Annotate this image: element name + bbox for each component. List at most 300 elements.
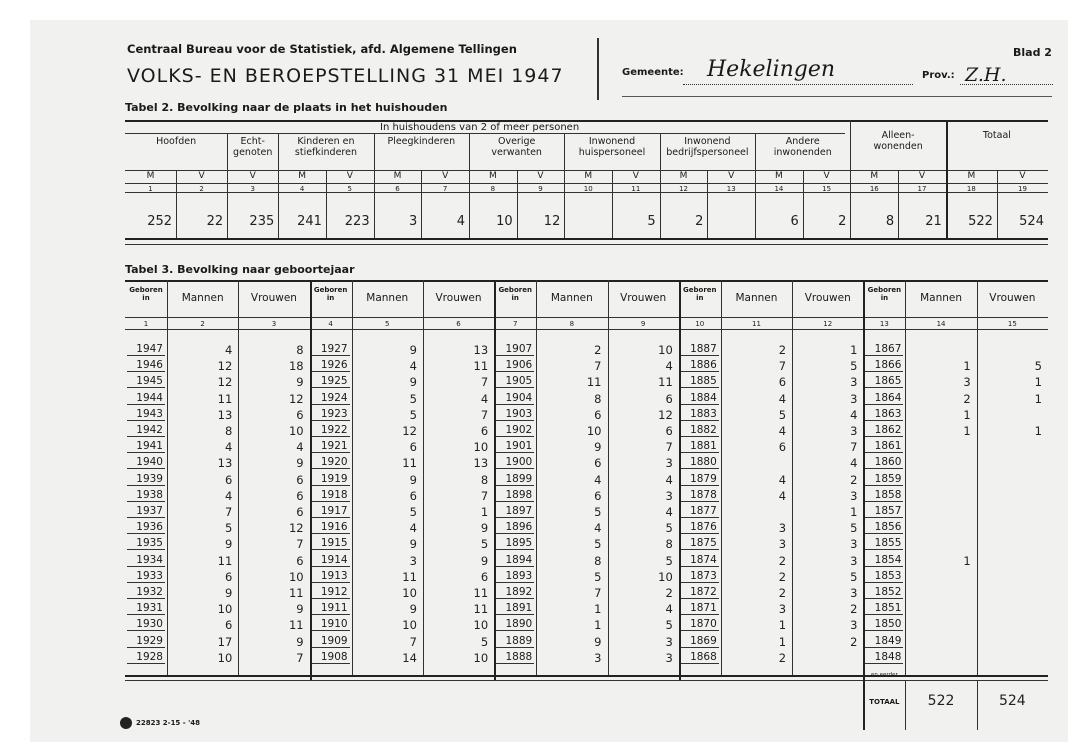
- tabel3-mannen-value: 9: [224, 537, 233, 552]
- tabel2-sex-header: V: [632, 171, 639, 181]
- tabel3-year-underline: [312, 501, 350, 502]
- tabel2-value: 223: [344, 214, 370, 229]
- tabel2-group-header: Echt- genoten: [233, 136, 273, 158]
- tabel3-vrouwen-value: 1: [850, 343, 858, 357]
- tabel3-year-underline: [127, 630, 165, 631]
- tabel3-year-underline: [312, 436, 350, 437]
- tabel2-col-number: 19: [1017, 185, 1027, 193]
- tabel3-year: 1880: [690, 456, 717, 469]
- tabel3-mannen-value: 17: [217, 634, 233, 649]
- tabel3-mannen-value: 9: [409, 375, 417, 390]
- tabel3-year-underline: [681, 436, 719, 437]
- tabel2-value: 5: [647, 214, 656, 229]
- tabel3-year: 1929: [136, 634, 163, 647]
- tabel3-mannen-value: 6: [224, 618, 233, 633]
- tabel3-year-underline: [865, 420, 903, 421]
- tabel3-mannen-value: 10: [402, 586, 417, 600]
- tabel2-value: 10: [496, 214, 513, 229]
- tabel3-vrouwen-value: 1: [1034, 375, 1042, 390]
- tabel3-vrouwen-value: 13: [473, 456, 489, 471]
- tabel3-vrouwen-value: 9: [296, 456, 304, 471]
- tabel2-sex-header: V: [346, 171, 353, 181]
- tabel2-sex-header: V: [918, 171, 926, 181]
- tabel3-year-underline: [127, 420, 165, 421]
- tabel3-mannen-value: 9: [224, 586, 233, 600]
- tabel3-year-underline: [312, 468, 350, 469]
- tabel3-year: 1924: [320, 391, 348, 404]
- tabel3-mannen-value: 9: [594, 440, 602, 455]
- tabel2-col-number: 7: [442, 185, 448, 193]
- tabel3-vrouwen-value: 3: [665, 650, 673, 665]
- tabel3-year: 1913: [320, 569, 348, 582]
- tabel3-col-number: 12: [823, 320, 833, 328]
- tabel3-mannen-value: 2: [963, 391, 971, 406]
- tabel2-title: Tabel 2. Bevolking naar de plaats in het huishouden: [125, 101, 448, 114]
- tabel3-mannen-value: 11: [402, 456, 417, 471]
- tabel3-vrouwen-value: 10: [473, 650, 489, 665]
- tabel3-mannen-value: 7: [594, 586, 602, 600]
- tabel3-year: 1900: [505, 456, 533, 469]
- tabel2-col-number: 17: [917, 185, 927, 193]
- tabel2-sex-header: M: [298, 171, 306, 181]
- tabel3-vrouwen-value: 10: [288, 424, 304, 438]
- tabel2-value: 6: [790, 214, 799, 229]
- tabel3-geboren-header: Geboren in: [313, 286, 348, 302]
- tabel2-group-header: Pleegkinderen: [387, 136, 456, 147]
- tabel3-vrouwen-value: 6: [296, 472, 304, 487]
- tabel3-title: Tabel 3. Bevolking naar geboortejaar: [125, 263, 355, 276]
- tabel3-mannen-value: 10: [217, 650, 233, 665]
- gemeente-value: Hekelingen: [707, 57, 836, 82]
- tabel3-mannen-value: 4: [409, 359, 417, 374]
- tabel3-year-underline: [681, 452, 719, 453]
- tabel3-year: 1896: [505, 521, 533, 534]
- tabel3-mannen-value: 6: [594, 407, 602, 422]
- tabel3-rows-end-rule: [125, 675, 1048, 677]
- tabel2-value: 235: [249, 214, 275, 229]
- tabel3-vrouwen-value: 6: [665, 391, 673, 406]
- tabel3-vrouwen-value: 10: [473, 618, 489, 633]
- tabel3-year: 1851: [874, 602, 902, 615]
- tabel3-vrouwen-value: 1: [850, 505, 858, 519]
- tabel2-value: 12: [543, 214, 561, 229]
- tabel2-sex-header: V: [442, 171, 449, 181]
- tabel3-year: 1859: [874, 472, 902, 485]
- tabel3-vrouwen-value: 10: [658, 569, 673, 584]
- tabel3-mannen-value: 7: [594, 359, 602, 374]
- tabel3-vrouwen-value: 6: [296, 505, 304, 519]
- tabel3-mannen-header: Mannen: [181, 292, 224, 304]
- tabel3-mannen-value: 3: [594, 650, 602, 665]
- tabel3-year: 1908: [320, 650, 348, 663]
- tabel3-year-underline: [681, 404, 719, 405]
- tabel3-mannen-value: 5: [594, 537, 602, 552]
- tabel3-mannen-value: 9: [409, 343, 417, 357]
- tabel3-year: 1865: [874, 375, 902, 388]
- tabel3-mannen-value: 12: [217, 359, 233, 374]
- tabel3-col-number: 8: [569, 320, 575, 328]
- tabel3-vrouwen-value: 5: [850, 359, 858, 374]
- tabel3-year-underline: [312, 517, 350, 518]
- tabel3-year: 1884: [690, 391, 717, 404]
- tabel3-vrouwen-value: 4: [665, 602, 673, 617]
- tabel3-year-underline: [127, 371, 165, 372]
- tabel3-mannen-value: 6: [409, 488, 417, 503]
- tabel3-year-underline: [496, 647, 534, 648]
- tabel3-year-underline: [312, 420, 350, 421]
- tabel3-col-number: 13: [879, 320, 889, 328]
- tabel3-year-underline: [127, 485, 165, 486]
- tabel3-vrouwen-value: 9: [296, 634, 304, 649]
- tabel3-mannen-value: 5: [409, 407, 417, 422]
- tabel3-mannen-value: 13: [217, 407, 233, 422]
- tabel3-mannen-value: 12: [402, 424, 417, 438]
- tabel3-col-number: 10: [695, 320, 705, 328]
- tabel3-col-number: 7: [512, 320, 518, 328]
- tabel3-col-number: 11: [751, 320, 761, 328]
- tabel3-vrouwen-value: 9: [480, 553, 489, 568]
- tabel3-vrouwen-value: 11: [288, 586, 304, 600]
- tabel3-year-underline: [127, 452, 165, 453]
- tabel3-vrouwen-value: 11: [658, 375, 673, 390]
- tabel3-year: 1921: [320, 440, 348, 453]
- tabel3-year: 1906: [505, 359, 533, 372]
- tabel3-vrouwen-value: 5: [665, 553, 673, 568]
- tabel3-vrouwen-value: 1: [480, 505, 489, 519]
- tabel3-vrouwen-value: 4: [850, 407, 858, 422]
- tabel3-year-underline: [681, 598, 719, 599]
- tabel3-vrouwen-value: 12: [288, 391, 304, 406]
- sheet-number: Blad 2: [1013, 46, 1052, 59]
- tabel2-col-number: 3: [250, 185, 255, 193]
- tabel3-year-underline: [312, 598, 350, 599]
- tabel3-year: 1922: [320, 424, 348, 436]
- tabel3-mannen-value: 2: [778, 343, 787, 357]
- tabel3-year-underline: [496, 501, 534, 502]
- tabel3-mannen-value: 8: [224, 424, 233, 438]
- tabel3-vrouwen-value: 6: [296, 407, 304, 422]
- tabel3-year: 1895: [505, 537, 533, 550]
- tabel3-year: 1858: [874, 488, 902, 501]
- tabel2-sex-header: M: [393, 171, 402, 181]
- tabel2-bottom-rule-2: [125, 244, 1048, 245]
- tabel3-year: 1888: [505, 650, 533, 663]
- tabel3-vrouwen-value: 3: [850, 488, 858, 503]
- tabel2-col-number: 11: [631, 185, 641, 193]
- tabel3-year: 1862: [874, 424, 902, 436]
- prov-label: Prov.:: [922, 70, 955, 81]
- tabel3-vrouwen-value: 4: [296, 440, 304, 455]
- tabel3-year: 1933: [136, 569, 163, 582]
- tabel3-year-underline: [312, 614, 350, 615]
- tabel3-vrouwen-value: 12: [288, 521, 304, 536]
- tabel3-mannen-value: 7: [409, 634, 417, 649]
- tabel2-value: 21: [925, 214, 942, 229]
- tabel3-year: 1940: [136, 456, 163, 469]
- tabel3-year-underline: [496, 436, 534, 437]
- tabel3-year: 1898: [505, 488, 533, 501]
- tabel3-mannen-value: 11: [217, 553, 233, 568]
- tabel3-mannen-value: 4: [778, 391, 787, 406]
- tabel2-value: 241: [297, 214, 322, 229]
- tabel3-mannen-value: 9: [594, 634, 602, 649]
- tabel3-year: 1886: [690, 359, 717, 372]
- tabel3-mannen-value: 1: [594, 602, 602, 617]
- tabel3-year-underline: [496, 371, 534, 372]
- tabel3-mannen-header: Mannen: [366, 292, 409, 304]
- tabel3-year: 1914: [320, 553, 348, 566]
- tabel3-year-underline: [681, 387, 719, 388]
- tabel3-vrouwen-value: 10: [288, 569, 304, 584]
- tabel2-col-number: 16: [869, 185, 879, 193]
- tabel3-year: 1911: [320, 602, 348, 615]
- tabel3-year-underline: [865, 355, 903, 356]
- tabel3-year-underline: [127, 549, 165, 550]
- tabel2-group-header: Totaal: [982, 130, 1011, 141]
- tabel3-year-underline: [496, 533, 534, 534]
- tabel3-vrouwen-value: 6: [480, 424, 489, 438]
- tabel3-year-underline: [496, 663, 534, 664]
- tabel3-year-underline: [127, 387, 165, 388]
- tabel3-year: 1897: [505, 505, 533, 517]
- tabel3-year: 1857: [874, 505, 902, 517]
- tabel3-year-underline: [681, 501, 719, 502]
- tabel3-vrouwen-value: 2: [850, 634, 858, 649]
- tabel3-vrouwen-value: 7: [480, 375, 489, 390]
- tabel3-year-underline: [865, 630, 903, 631]
- tabel3-vrouwen-value: 13: [473, 343, 489, 357]
- tabel3-year-underline: [681, 533, 719, 534]
- tabel3-year: 1852: [874, 586, 902, 598]
- tabel3-mannen-value: 10: [217, 602, 233, 617]
- totaal-vrouwen: 524: [998, 693, 1026, 709]
- tabel3-vrouwen-value: 7: [296, 650, 304, 665]
- tabel2-sex-header: M: [967, 171, 976, 181]
- tabel3-year-underline: [496, 420, 534, 421]
- tabel3-year-underline: [865, 436, 903, 437]
- header-divider: [597, 38, 599, 100]
- tabel2-col-number: 12: [679, 185, 689, 193]
- tabel3-year-underline: [312, 566, 350, 567]
- tabel3-year: 1923: [320, 407, 348, 420]
- tabel3-year-underline: [865, 598, 903, 599]
- tabel3-year: 1864: [874, 391, 902, 404]
- tabel3-mannen-value: 4: [224, 343, 233, 357]
- tabel3-mannen-header: Mannen: [735, 292, 778, 304]
- tabel3-year: 1868: [690, 650, 717, 663]
- tabel3-year-underline: [127, 598, 165, 599]
- tabel3-geboren-header: Geboren in: [129, 286, 163, 302]
- tabel3-year: 1905: [505, 375, 533, 388]
- tabel3-col-number: 6: [456, 320, 461, 328]
- tabel2-value: 8: [885, 214, 895, 229]
- tabel3-year-underline: [496, 549, 534, 550]
- tabel2-col-number: 15: [822, 185, 832, 193]
- tabel3-mannen-value: 3: [778, 537, 787, 552]
- tabel2-value: 4: [456, 214, 465, 229]
- tabel3-mannen-value: 6: [594, 456, 602, 471]
- tabel3-year: 1882: [690, 424, 717, 436]
- tabel3-year-underline: [127, 517, 165, 518]
- tabel3-mannen-header: Mannen: [550, 292, 593, 304]
- tabel3-geboren-header: Geboren in: [683, 286, 717, 302]
- tabel3-vrouwen-value: 4: [850, 456, 858, 471]
- tabel2-group-header: Overige verwanten: [491, 136, 542, 158]
- tabel3-year: 1935: [136, 537, 163, 550]
- tabel2-col-number: 5: [347, 185, 352, 193]
- tabel3-year-underline: [681, 355, 719, 356]
- tabel3-year: 1927: [320, 343, 348, 355]
- tabel2-sex-header: V: [823, 171, 830, 181]
- tabel3-vrouwen-value: 11: [473, 586, 489, 600]
- tabel3-mannen-value: 4: [594, 472, 602, 487]
- tabel3-year-underline: [865, 566, 903, 567]
- tabel3-mannen-value: 1: [778, 618, 787, 633]
- tabel3-year: 1885: [690, 375, 717, 388]
- tabel3-year-underline: [312, 582, 350, 583]
- tabel3-vrouwen-header: Vrouwen: [620, 292, 667, 304]
- tabel3-mannen-value: 11: [586, 375, 602, 390]
- tabel3-year: 1871: [690, 602, 717, 615]
- tabel2-sex-header: V: [537, 171, 544, 181]
- tabel3-mannen-value: 8: [594, 553, 602, 568]
- tabel2-col-number: 10: [583, 185, 593, 193]
- tabel3-vrouwen-value: 10: [473, 440, 489, 455]
- gemeente-line: [683, 84, 913, 85]
- tabel3-vrouwen-value: 9: [480, 521, 489, 536]
- tabel3-vrouwen-value: 7: [480, 407, 489, 422]
- tabel3-year: 1883: [690, 407, 717, 420]
- tabel3-year: 1945: [136, 375, 163, 388]
- tabel3-year-underline: [681, 485, 719, 486]
- tabel3-year: 1909: [320, 634, 348, 647]
- tabel3-year: 1912: [320, 586, 348, 598]
- prov-value: Z.H.: [965, 64, 1007, 86]
- tabel3-vrouwen-value: 2: [850, 602, 858, 617]
- tabel3-col-number: 1: [143, 320, 149, 328]
- tabel3-year: 1867: [874, 343, 902, 355]
- tabel3-year-underline: [496, 566, 534, 567]
- tabel3-year-underline: [865, 468, 903, 469]
- tabel3-year: 1878: [690, 488, 717, 501]
- tabel3-mannen-value: 1: [963, 407, 971, 422]
- tabel3-vrouwen-value: 12: [658, 407, 673, 422]
- tabel3-year-underline: [127, 614, 165, 615]
- tabel3-year-underline: [312, 387, 350, 388]
- tabel3-rows-end-rule-2: [125, 680, 1048, 681]
- tabel3-year: 1881: [690, 440, 717, 453]
- tabel3-year: 1879: [690, 472, 717, 485]
- tabel3-col-number: 2: [200, 320, 205, 328]
- tabel3-vrouwen-value: 5: [480, 634, 489, 649]
- tabel2-sex-header: M: [584, 171, 593, 181]
- tabel3-year: 1901: [505, 440, 533, 453]
- tabel3-mannen-value: 6: [409, 440, 417, 455]
- tabel3-year: 1943: [136, 407, 163, 420]
- tabel3-year-underline: [865, 501, 903, 502]
- tabel3-year: 1910: [320, 618, 348, 631]
- tabel3-year: 1887: [690, 343, 717, 355]
- tabel3-vrouwen-value: 1: [1034, 391, 1042, 406]
- tabel3-year: 1902: [505, 424, 533, 436]
- tabel3-mannen-value: 6: [594, 488, 602, 503]
- tabel3-year-underline: [681, 614, 719, 615]
- tabel3-year-underline: [312, 355, 350, 356]
- tabel3-year-underline: [312, 485, 350, 486]
- tabel3-vrouwen-value: 3: [850, 586, 858, 600]
- tabel3-year-underline: [127, 355, 165, 356]
- tabel3-vrouwen-value: 5: [850, 569, 858, 584]
- tabel2-col-number: 4: [299, 185, 305, 193]
- totaal-label: TOTAAL: [869, 698, 900, 706]
- tabel3-year-underline: [312, 404, 350, 405]
- tabel3-mannen-value: 4: [778, 424, 787, 438]
- tabel3-vrouwen-value: 9: [296, 602, 304, 617]
- tabel2-value: 2: [838, 214, 847, 229]
- tabel3-year: 1876: [690, 521, 717, 534]
- tabel3-mannen-value: 8: [594, 391, 602, 406]
- tabel3-mannen-value: 11: [402, 569, 417, 584]
- tabel2-group-header: Inwonend bedrijfspersoneel: [666, 136, 749, 158]
- tabel2-value: 524: [1019, 214, 1044, 229]
- tabel3-year-underline: [681, 517, 719, 518]
- tabel2-group-header: Hoofden: [156, 136, 197, 147]
- form-title: VOLKS- EN BEROEPSTELLING 31 MEI 1947: [127, 65, 564, 87]
- tabel3-year-underline: [681, 371, 719, 372]
- tabel3-year-underline: [681, 630, 719, 631]
- tabel3-year: 1877: [690, 505, 717, 517]
- tabel2-col-number: 8: [490, 185, 496, 193]
- tabel3-year-underline: [865, 371, 903, 372]
- tabel3-top-rule: [125, 280, 1048, 282]
- tabel3-year-underline: [681, 566, 719, 567]
- tabel3-year: 1863: [874, 407, 902, 420]
- tabel3-year-underline: [312, 452, 350, 453]
- tabel3-year: 1870: [690, 618, 717, 631]
- tabel3-mannen-value: 5: [409, 391, 417, 406]
- tabel3-vrouwen-value: 6: [480, 569, 489, 584]
- tabel3-mannen-value: 2: [778, 586, 787, 600]
- census-form-sheet: [30, 20, 1068, 742]
- tabel3-year: 1903: [505, 407, 533, 420]
- tabel2-sex-header: M: [775, 171, 783, 181]
- tabel3-mannen-value: 6: [224, 569, 233, 584]
- tabel3-year-underline: [496, 598, 534, 599]
- tabel2-value: 2: [695, 214, 704, 229]
- tabel3-mannen-value: 4: [778, 488, 787, 503]
- tabel3-mannen-value: 3: [963, 375, 971, 390]
- tabel3-vrouwen-header: Vrouwen: [804, 292, 851, 304]
- tabel3-geboren-header: Geboren in: [867, 286, 902, 302]
- tabel3-mannen-value: 2: [778, 553, 787, 568]
- tabel3-year-underline: [865, 387, 903, 388]
- tabel3-mannen-value: 5: [594, 569, 602, 584]
- tabel3-vrouwen-value: 3: [850, 618, 858, 633]
- tabel3-year-underline: [865, 549, 903, 550]
- tabel3-vrouwen-value: 11: [473, 359, 489, 374]
- tabel3-vrouwen-value: 8: [665, 537, 673, 552]
- print-code: 22823 2-15 - '48: [136, 719, 200, 727]
- tabel3-vrouwen-header: Vrouwen: [989, 292, 1036, 304]
- tabel2-col-number: 14: [774, 185, 784, 193]
- tabel3-mannen-value: 3: [778, 602, 787, 617]
- gemeente-label: Gemeente:: [622, 67, 684, 78]
- tabel3-vrouwen-value: 11: [473, 602, 489, 617]
- tabel3-year: 1854: [874, 553, 902, 566]
- tabel2-sex-header: V: [728, 171, 735, 181]
- tabel3-vrouwen-value: 5: [850, 521, 858, 536]
- tabel2-sex-header: V: [198, 171, 205, 181]
